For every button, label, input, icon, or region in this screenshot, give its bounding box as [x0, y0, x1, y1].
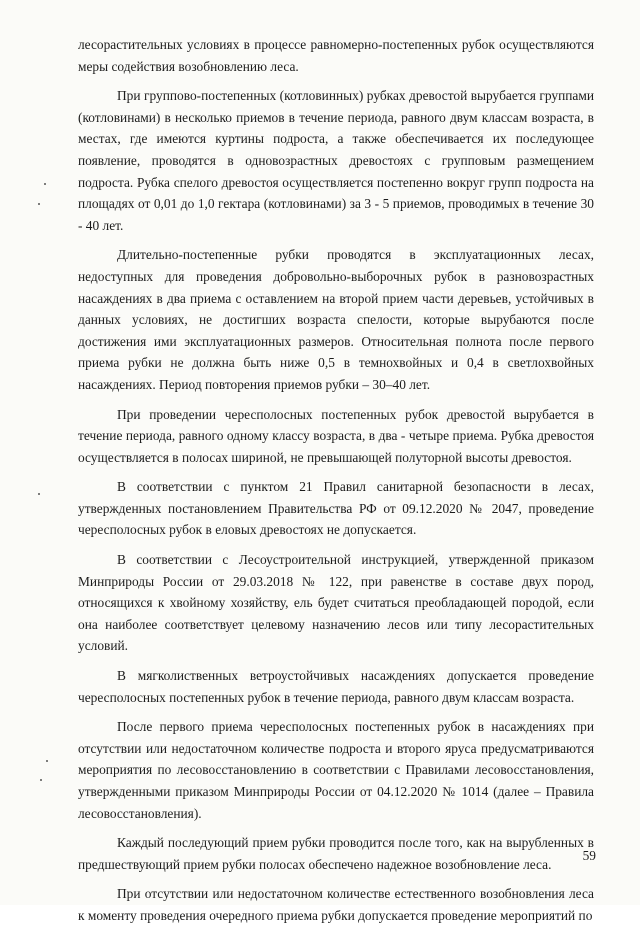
paragraph-softwood-stands: В мягколиственных ветроустойчивых насаждениях допускается проведение чересполосных постепенных рубок в течение периода, равного двум классам возраста. [78, 668, 594, 705]
scan-speck [40, 779, 42, 781]
scan-speck [38, 203, 40, 205]
scan-speck [38, 493, 40, 495]
scan-speck [46, 760, 48, 762]
paragraph-long-gradual-cutting: Длительно-постепенные рубки проводятся в эксплуатационных лесах, недоступных для проведения добровольно-выборочных рубок в разновозрастных насаждениях в два приема с оставлением на второй прием части деревьев, устойчивых в данных условиях, не достигших возраста спелости, которые вырубаются после достижения ими эксплуатационных размеров. Относительная полнота после первого приема рубки не должна быть ниже 0,5 в темнохвойных и 0,4 в светлохвойных насаждениях. Период повторения приемов рубки – 30–40 лет. [78, 247, 594, 392]
scan-speck [44, 183, 46, 185]
paragraph-subsequent-cutting: Каждый последующий прием рубки проводится после того, как на вырубленных в предшествующий прием рубки полосах обеспечено надежное возобновление леса. [78, 835, 594, 872]
paragraph-group-gradual-cutting: При группово-постепенных (котловинных) рубках древостой вырубается группами (котловинами) в несколько приемов в течение периода, равного двум классам возраста, в местах, где имеются куртины подроста, а также обеспечивается их последующее появление, проводятся в одновозрастных древостоях с групповым размещением подроста. Рубка спелого древостоя осуществляется постепенно вокруг групп подроста на площадях от 0,01 до 1,0 гектара (котловинами) за 3 - 5 приемов, проводимых в течение 30 - 40 лет. [78, 88, 594, 233]
paragraph-natural-regeneration: При отсутствии или недостаточном количестве естественного возобновления леса к моменту проведения очередного приема рубки допускается проведение мероприятий по [78, 886, 594, 923]
paragraph-continuation: лесорастительных условиях в процессе равномерно-постепенных рубок осуществляются меры содействия возобновлению леса. [78, 37, 594, 74]
paragraph-strip-cutting: При проведении чересполосных постепенных рубок древостой вырубается в течение периода, равного одному классу возраста, в два - четыре приема. Рубка древостоя осуществляется в полосах шириной, не превышающей полуторной высоты древостоя. [78, 406, 594, 465]
document-body [78, 34, 594, 935]
paragraph-forest-inventory-instruction: В соответствии с Лесоустроительной инструкцией, утвержденной приказом Минприроды России от 29.03.2018 № 122, при равенстве в составе двух пород, относящихся к хвойному хозяйству, ель будет считаться преобладающей породой, если она наиболее соответствует целевому назначению лесов или типу лесорастительных условий. [78, 552, 594, 654]
paragraph-sanitary-rules: В соответствии с пунктом 21 Правил санитарной безопасности в лесах, утвержденных постановлением Правительства РФ от 09.12.2020 № 2047, проведение чересполосных рубок в еловых древостоях не допускается. [78, 479, 594, 538]
page-number: 59 [582, 848, 596, 863]
paragraph-reforestation-measures: После первого приема чересполосных постепенных рубок в насаждениях при отсутствии или недостаточном количестве подроста и второго яруса предусматриваются мероприятия по лесовосстановлению в соответствии с Правилами лесовосстановления, утвержденными приказом Минприроды России от 04.12.2020 № 1014 (далее – Правила лесовосстановления). [78, 719, 594, 821]
